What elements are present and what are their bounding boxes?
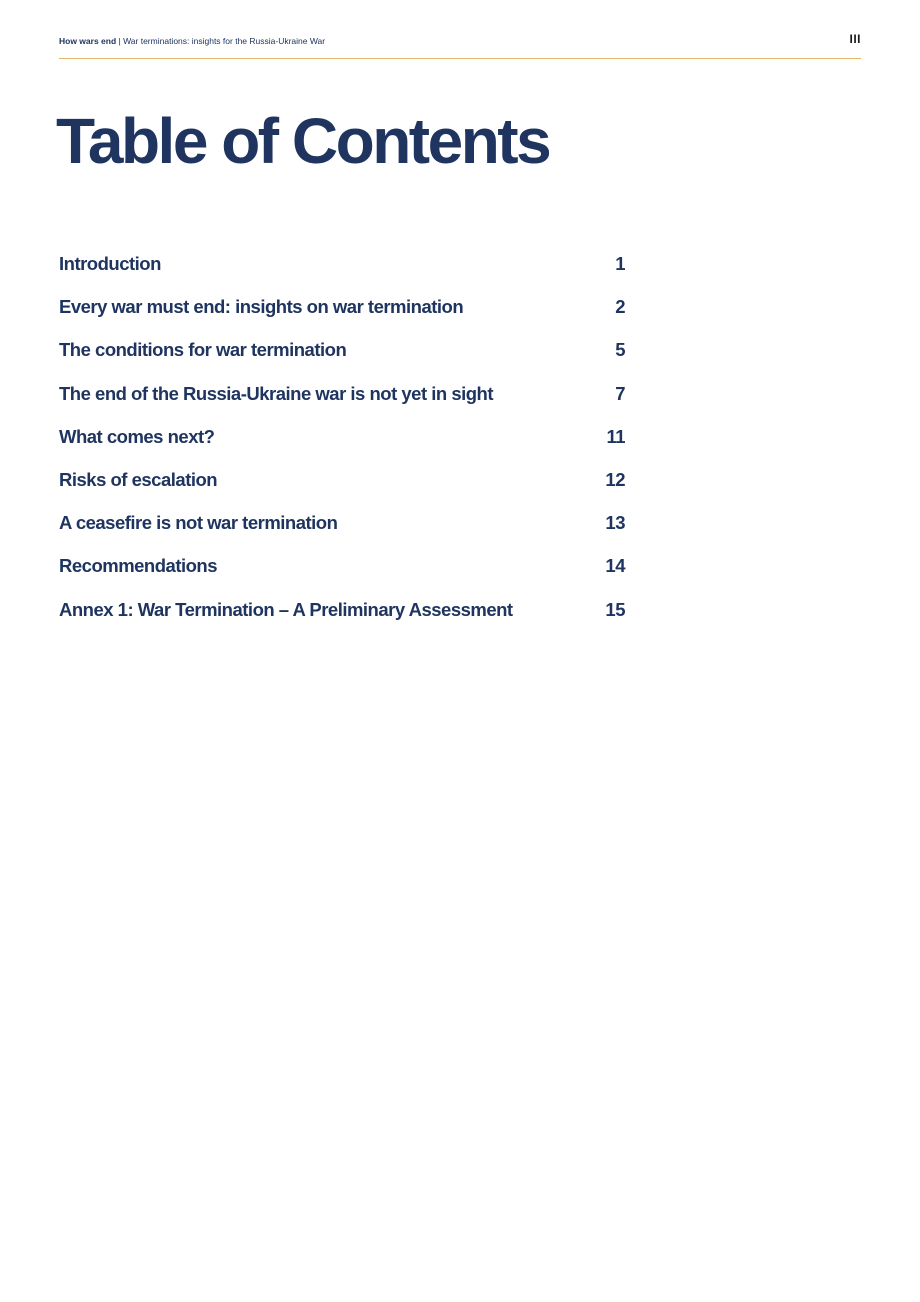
toc-entry-not-yet-in-sight[interactable]	[59, 383, 625, 426]
toc-entry-page: 13	[605, 512, 625, 534]
toc-entry-label: Recommendations	[59, 555, 218, 577]
toc-entry-page: 14	[605, 555, 625, 577]
toc-entry-ceasefire[interactable]	[59, 512, 625, 555]
toc-entry-recommendations[interactable]	[59, 555, 625, 598]
toc-entry-risks-of-escalation[interactable]	[59, 469, 625, 512]
toc-entry-what-comes-next[interactable]	[59, 426, 625, 469]
toc-entry-label: A ceasefire is not war termination	[59, 512, 338, 534]
toc-entry-page: 7	[615, 382, 625, 404]
table-of-contents	[59, 253, 625, 642]
header-separator: |	[116, 36, 124, 46]
toc-entry-label: The end of the Russia-Ukraine war is not yet in sight	[59, 382, 494, 404]
page-number: III	[849, 32, 861, 46]
document-title: How wars end	[59, 36, 117, 46]
toc-entry-label: Risks of escalation	[59, 468, 218, 490]
toc-entry-page: 5	[615, 339, 625, 361]
toc-entry-conditions[interactable]	[59, 339, 625, 382]
toc-entry-page: 1	[615, 253, 625, 274]
page-title: Table of Contents	[56, 105, 550, 177]
toc-entry-label: Introduction	[59, 253, 161, 274]
toc-entry-annex-1[interactable]	[59, 599, 625, 642]
toc-entry-every-war-must-end[interactable]	[59, 296, 625, 339]
toc-entry-page: 12	[605, 468, 625, 490]
toc-entry-label: Every war must end: insights on war termination	[59, 296, 464, 318]
toc-entry-label: Annex 1: War Termination – A Preliminary Assessment	[59, 598, 513, 620]
toc-entry-page: 15	[605, 598, 625, 620]
toc-entry-page: 2	[615, 296, 625, 318]
toc-entry-label: The conditions for war termination	[59, 339, 347, 361]
running-header	[59, 30, 861, 59]
toc-entry-page: 11	[606, 425, 625, 447]
running-header-text	[59, 36, 325, 46]
document-subtitle: War terminations: insights for the Russia-Ukraine War	[123, 36, 326, 46]
toc-entry-label: What comes next?	[59, 425, 215, 447]
toc-entry-introduction[interactable]	[59, 253, 625, 296]
